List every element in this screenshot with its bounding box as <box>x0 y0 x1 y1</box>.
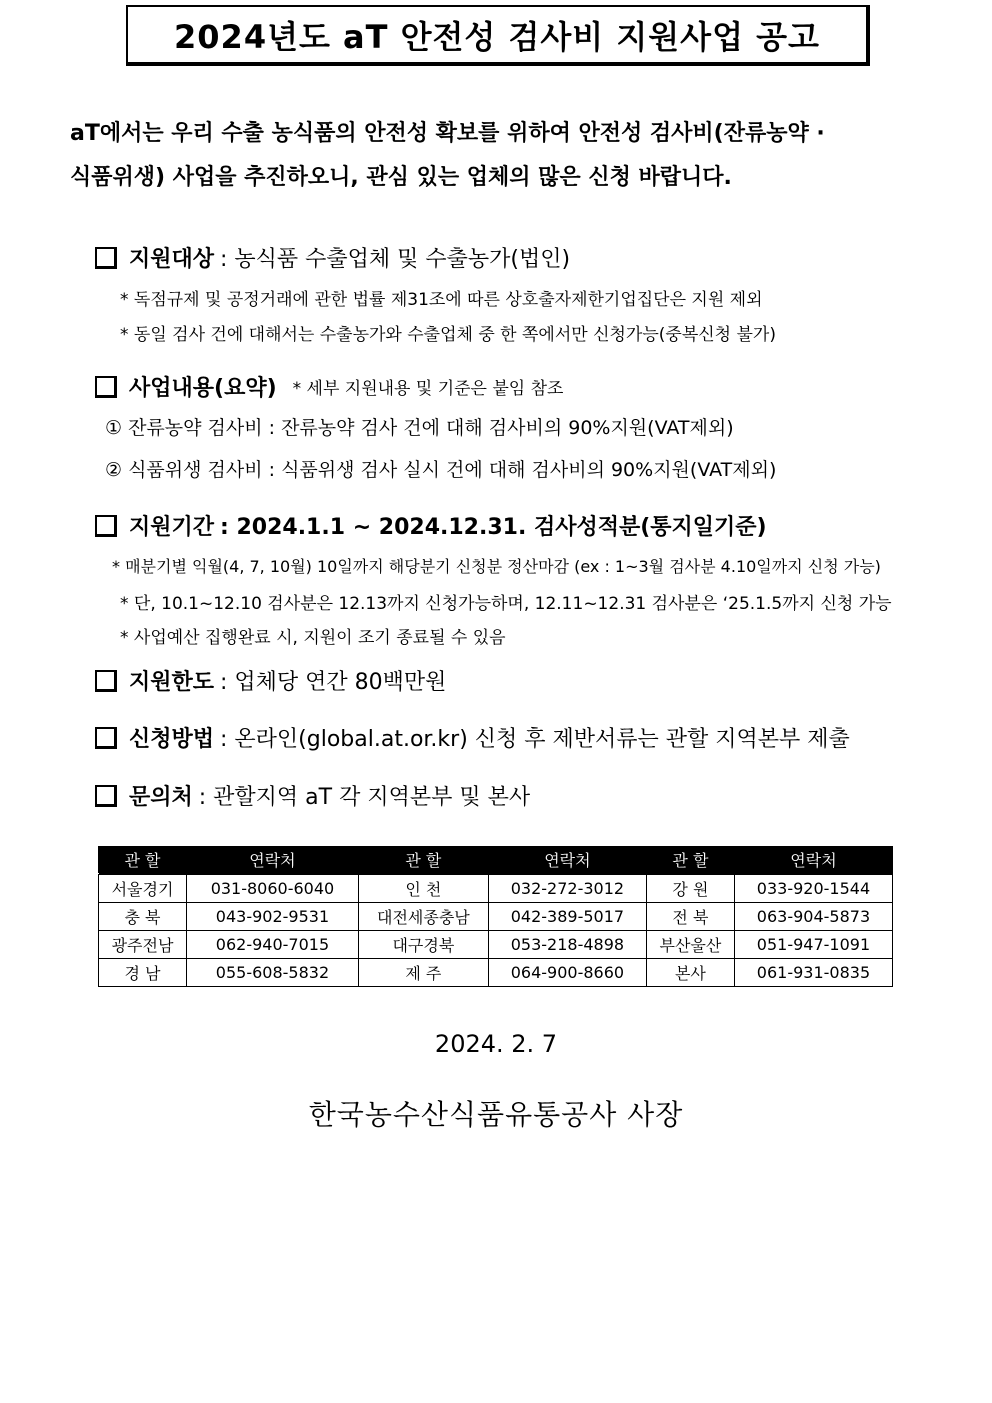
region-cell: 대전세종충남 <box>358 903 488 931</box>
checkbox-square-icon <box>95 376 117 398</box>
header-region: 관 할 <box>646 847 734 874</box>
note: * 단, 10.1~12.10 검사분은 12.13까지 신청가능하며, 12.11~12.31 검사분은 ‘25.1.5까지 신청 가능 <box>120 594 892 614</box>
region-cell: 대구경북 <box>358 931 488 959</box>
phone-cell: 032-272-3012 <box>488 874 646 903</box>
checkbox-square-icon <box>95 247 117 269</box>
region-cell: 제 주 <box>358 959 488 987</box>
phone-cell: 042-389-5017 <box>488 903 646 931</box>
note: * 동일 검사 건에 대해서는 수출농가와 수출업체 중 한 쪽에서만 신청가능(중복신청 불가) <box>120 325 776 345</box>
section-text: : 업체당 연간 80백만원 <box>220 670 447 695</box>
phone-cell: 031-8060-6040 <box>187 874 359 903</box>
note: * 매분기별 익월(4, 7, 10월) 10일까지 해당분기 신청분 정산마감 (ex : 1~3월 검사분 4.10일까지 신청 가능) <box>112 557 881 576</box>
region-cell: 본사 <box>646 959 734 987</box>
section-label: 지원한도 <box>129 670 215 695</box>
table-row <box>99 903 893 931</box>
signature: 한국농수산식품유통공사 사장 <box>308 1098 684 1131</box>
section-content <box>95 371 563 402</box>
section-label: 지원기간 <box>129 515 215 540</box>
section-note: * 세부 지원내용 및 기준은 붙임 참조 <box>292 379 564 399</box>
section-text: : 온라인(global.at.or.kr) 신청 후 제반서류는 관할 지역본부 제출 <box>220 727 850 752</box>
table-row <box>99 874 893 903</box>
phone-cell: 051-947-1091 <box>734 931 892 959</box>
table-row <box>99 931 893 959</box>
section-text: : 관할지역 aT 각 지역본부 및 본사 <box>198 785 531 810</box>
checkbox-square-icon <box>95 515 117 537</box>
section-label: 지원대상 <box>129 247 215 272</box>
region-cell: 전 북 <box>646 903 734 931</box>
intro-line-1: aT에서는 우리 수출 농식품의 안전성 확보를 위하여 안전성 검사비(잔류농약 · <box>70 121 825 146</box>
notice-date: 2024. 2. 7 <box>434 1030 558 1058</box>
table-row <box>99 959 893 987</box>
phone-cell: 053-218-4898 <box>488 931 646 959</box>
checkbox-square-icon <box>95 785 117 807</box>
intro-line-2: 식품위생) 사업을 추진하오니, 관심 있는 업체의 많은 신청 바랍니다. <box>70 165 732 190</box>
document-title: 2024년도 aT 안전성 검사비 지원사업 공고 <box>126 5 870 66</box>
region-cell: 충 북 <box>99 903 187 931</box>
phone-cell: 055-608-5832 <box>187 959 359 987</box>
table-header-row <box>99 847 893 874</box>
region-cell: 경 남 <box>99 959 187 987</box>
region-cell: 부산울산 <box>646 931 734 959</box>
phone-cell: 061-931-0835 <box>734 959 892 987</box>
note: * 사업예산 집행완료 시, 지원이 조기 종료될 수 있음 <box>120 628 506 648</box>
content-item: ① 잔류농약 검사비 : 잔류농약 검사 건에 대해 검사비의 90%지원(VAT제외) <box>105 417 734 439</box>
region-cell: 광주전남 <box>99 931 187 959</box>
header-region: 관 할 <box>99 847 187 874</box>
header-phone: 연락처 <box>187 847 359 874</box>
region-cell: 강 원 <box>646 874 734 903</box>
region-cell: 서울경기 <box>99 874 187 903</box>
section-contact <box>95 780 530 811</box>
region-cell: 인 천 <box>358 874 488 903</box>
header-phone: 연락처 <box>488 847 646 874</box>
section-text: : 농식품 수출업체 및 수출농가(법인) <box>220 247 571 272</box>
phone-cell: 043-902-9531 <box>187 903 359 931</box>
section-label: 문의처 <box>129 785 193 810</box>
phone-cell: 062-940-7015 <box>187 931 359 959</box>
section-method <box>95 722 850 753</box>
note: * 독점규제 및 공정거래에 관한 법률 제31조에 따른 상호출자제한기업집단은 지원 제외 <box>120 290 763 310</box>
header-phone: 연락처 <box>734 847 892 874</box>
section-limit <box>95 665 446 696</box>
contact-table <box>98 846 893 987</box>
phone-cell: 033-920-1544 <box>734 874 892 903</box>
section-text: : 2024.1.1 ~ 2024.12.31. 검사성적분(통지일기준) <box>220 515 767 540</box>
content-item: ② 식품위생 검사비 : 식품위생 검사 실시 건에 대해 검사비의 90%지원(VAT제외) <box>105 459 777 481</box>
header-region: 관 할 <box>358 847 488 874</box>
section-label: 사업내용(요약) <box>129 376 277 401</box>
checkbox-square-icon <box>95 670 117 692</box>
section-period <box>95 510 773 541</box>
checkbox-square-icon <box>95 727 117 749</box>
section-target <box>95 242 570 273</box>
phone-cell: 064-900-8660 <box>488 959 646 987</box>
section-label: 신청방법 <box>129 727 215 752</box>
phone-cell: 063-904-5873 <box>734 903 892 931</box>
